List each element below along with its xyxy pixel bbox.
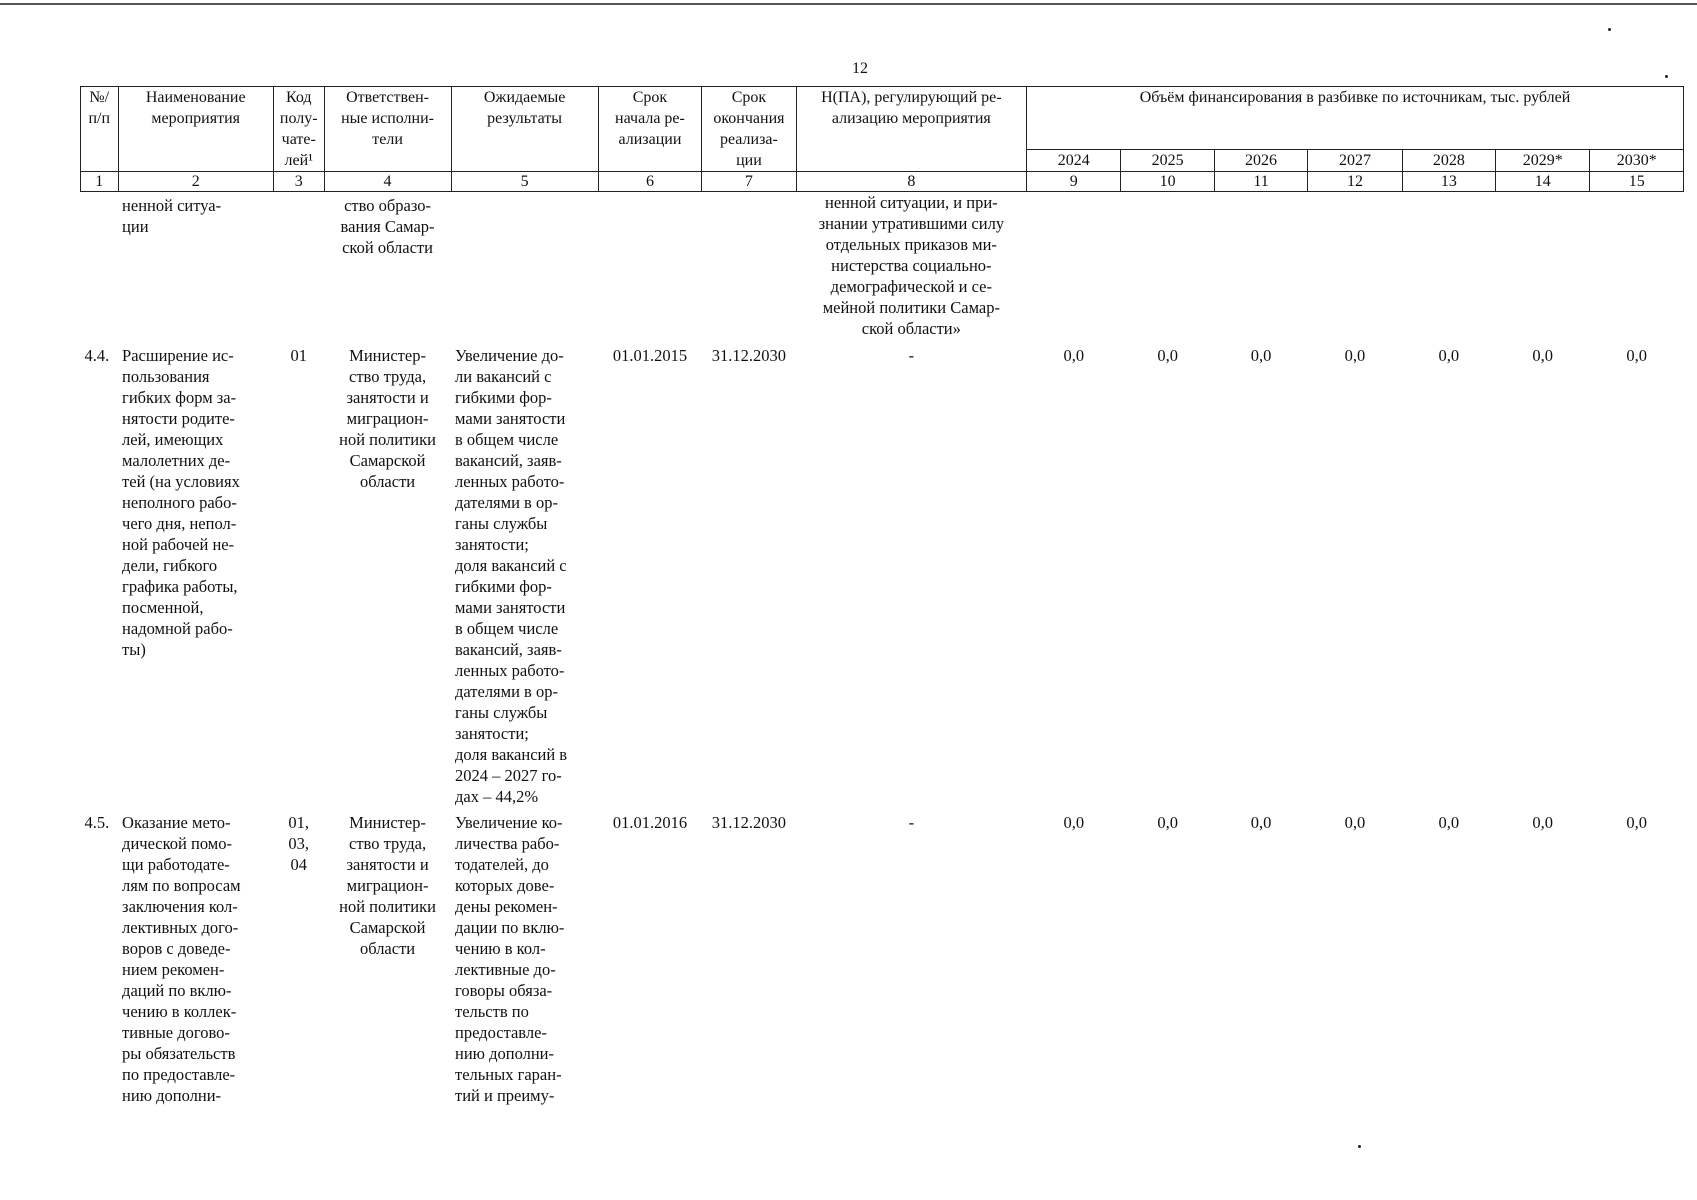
- funding-value: 0,0: [1063, 345, 1085, 365]
- activity-name: ненной ситуа- ции: [122, 196, 222, 236]
- responsible-executors: ство образо- вания Самар- ской области: [340, 196, 435, 257]
- funding-value: 0,0: [1532, 345, 1554, 365]
- expected-results: [451, 192, 598, 342]
- row-number: 4.4.: [84, 345, 110, 365]
- column-number: 8: [796, 172, 1026, 192]
- funding-value: 0,0: [1626, 812, 1648, 832]
- start-date: 01.01.2016: [612, 812, 688, 832]
- expected-results: Увеличение ко- личества рабо- тодателей, до которых дове- дены рекомен- дации по вклю- чению в кол- лективные до- говоры обяза- тельств по предоставле- нию дополни- тельных гаран- тий и преиму-: [455, 812, 565, 1105]
- table-row: [81, 809, 1684, 1106]
- header-name: Наименование мероприятия: [118, 87, 273, 172]
- header-executors: Ответствен- ные исполни- тели: [324, 87, 451, 172]
- funding-value: 0,0: [1063, 812, 1085, 832]
- funding-value: [1402, 192, 1495, 342]
- header-year: 2028: [1402, 150, 1495, 172]
- header-year: 2027: [1308, 150, 1402, 172]
- header-row-column-numbers: [81, 172, 1684, 192]
- funding-value: [1121, 192, 1214, 342]
- scan-border-line: [0, 3, 1697, 5]
- header-year: 2025: [1121, 150, 1214, 172]
- start-date: [598, 192, 702, 342]
- header-funding: Объём финансирования в разбивке по источникам, тыс. рублей: [1027, 87, 1684, 150]
- column-number: 15: [1590, 172, 1684, 192]
- column-number: 1: [81, 172, 119, 192]
- funding-value: 0,0: [1157, 345, 1178, 365]
- header-code: Код полу- чате- лей¹: [273, 87, 324, 172]
- header-year: 2030*: [1590, 150, 1684, 172]
- scan-speck: [1358, 1145, 1361, 1148]
- column-number: 12: [1308, 172, 1402, 192]
- header-row-main: [81, 87, 1684, 150]
- header-year: 2024: [1027, 150, 1121, 172]
- table-row: [81, 342, 1684, 809]
- column-number: 3: [273, 172, 324, 192]
- activities-table: [80, 86, 1684, 1106]
- funding-value: 0,0: [1626, 345, 1648, 365]
- row-number: [81, 192, 119, 342]
- funding-value: 0,0: [1344, 812, 1366, 832]
- row-number: 4.5.: [84, 812, 110, 832]
- table-row: [81, 192, 1684, 342]
- column-number: 13: [1402, 172, 1495, 192]
- column-number: 4: [324, 172, 451, 192]
- funding-value: 0,0: [1157, 812, 1178, 832]
- column-number: 6: [598, 172, 702, 192]
- funding-value: [1027, 192, 1121, 342]
- funding-value: 0,0: [1532, 812, 1554, 832]
- funding-value: [1308, 192, 1402, 342]
- recipient-code: 01, 03, 04: [288, 812, 310, 874]
- end-date: [702, 192, 796, 342]
- column-number: 7: [702, 172, 796, 192]
- header-start: Срок начала ре- ализации: [598, 87, 702, 172]
- header-year: 2029*: [1496, 150, 1590, 172]
- funding-value: 0,0: [1438, 345, 1460, 365]
- start-date: 01.01.2015: [612, 345, 688, 365]
- regulating-act: -: [908, 345, 915, 365]
- funding-value: 0,0: [1438, 812, 1460, 832]
- end-date: 31.12.2030: [711, 812, 787, 832]
- funding-value: 0,0: [1250, 345, 1272, 365]
- column-number: 11: [1214, 172, 1307, 192]
- funding-value: 0,0: [1250, 812, 1272, 832]
- responsible-executors: Министер- ство труда, занятости и миграцион- ной политики Самарской области: [339, 345, 436, 491]
- recipient-code: [273, 192, 324, 342]
- column-number: 5: [451, 172, 598, 192]
- funding-value: 0,0: [1344, 345, 1366, 365]
- header-npa: Н(ПА), регулирующий ре- ализацию мероприятия: [796, 87, 1026, 172]
- header-end: Срок окончания реализа- ции: [702, 87, 796, 172]
- end-date: 31.12.2030: [711, 345, 787, 365]
- funding-value: [1590, 192, 1684, 342]
- funding-value: [1214, 192, 1307, 342]
- header-year: 2026: [1214, 150, 1307, 172]
- column-number: 9: [1027, 172, 1121, 192]
- regulating-act: ненной ситуации, и при- знании утратившими силу отдельных приказов ми- нистерства социально- демографической и се- мейной политики Самар- ской области»: [818, 193, 1005, 338]
- regulating-act: -: [908, 812, 915, 832]
- header-no: №/ п/п: [81, 87, 119, 172]
- scan-speck: [1608, 28, 1611, 31]
- column-number: 10: [1121, 172, 1214, 192]
- responsible-executors: Министер- ство труда, занятости и миграцион- ной политики Самарской области: [339, 812, 436, 958]
- page-number: 12: [852, 60, 868, 77]
- expected-results: Увеличение до- ли вакансий с гибкими фор- мами занятости в общем числе вакансий, заяв- ленных работо- дателями в ор- ганы службы занятости; доля вакансий с гибкими фор- мами занятости в общем числе вакансий, заяв- ленных работо- дателями в ор- ганы службы занятости; доля вакансий в 2024 – 2027 го- дах – 44,2%: [455, 345, 568, 806]
- header-results: Ожидаемые результаты: [451, 87, 598, 172]
- column-number: 14: [1496, 172, 1590, 192]
- funding-value: [1496, 192, 1590, 342]
- activity-name: Оказание мето- дической помо- щи работодате- лям по вопросам заключения кол- лективных дого- воров с доведе- нием рекомен- даций по вклю- чению в коллек- тивные догово- ры обязательств по предоставле- нию дополни-: [122, 812, 241, 1105]
- activity-name: Расширение ис- пользования гибких форм за- нятости родите- лей, имеющих малолетних де- тей (на условиях неполного рабо- чего дня, непол- ной рабочей не- дели, гибкого графика работы, посменной, надомной рабо- ты): [122, 345, 240, 659]
- recipient-code: 01: [290, 345, 307, 365]
- column-number: 2: [118, 172, 273, 192]
